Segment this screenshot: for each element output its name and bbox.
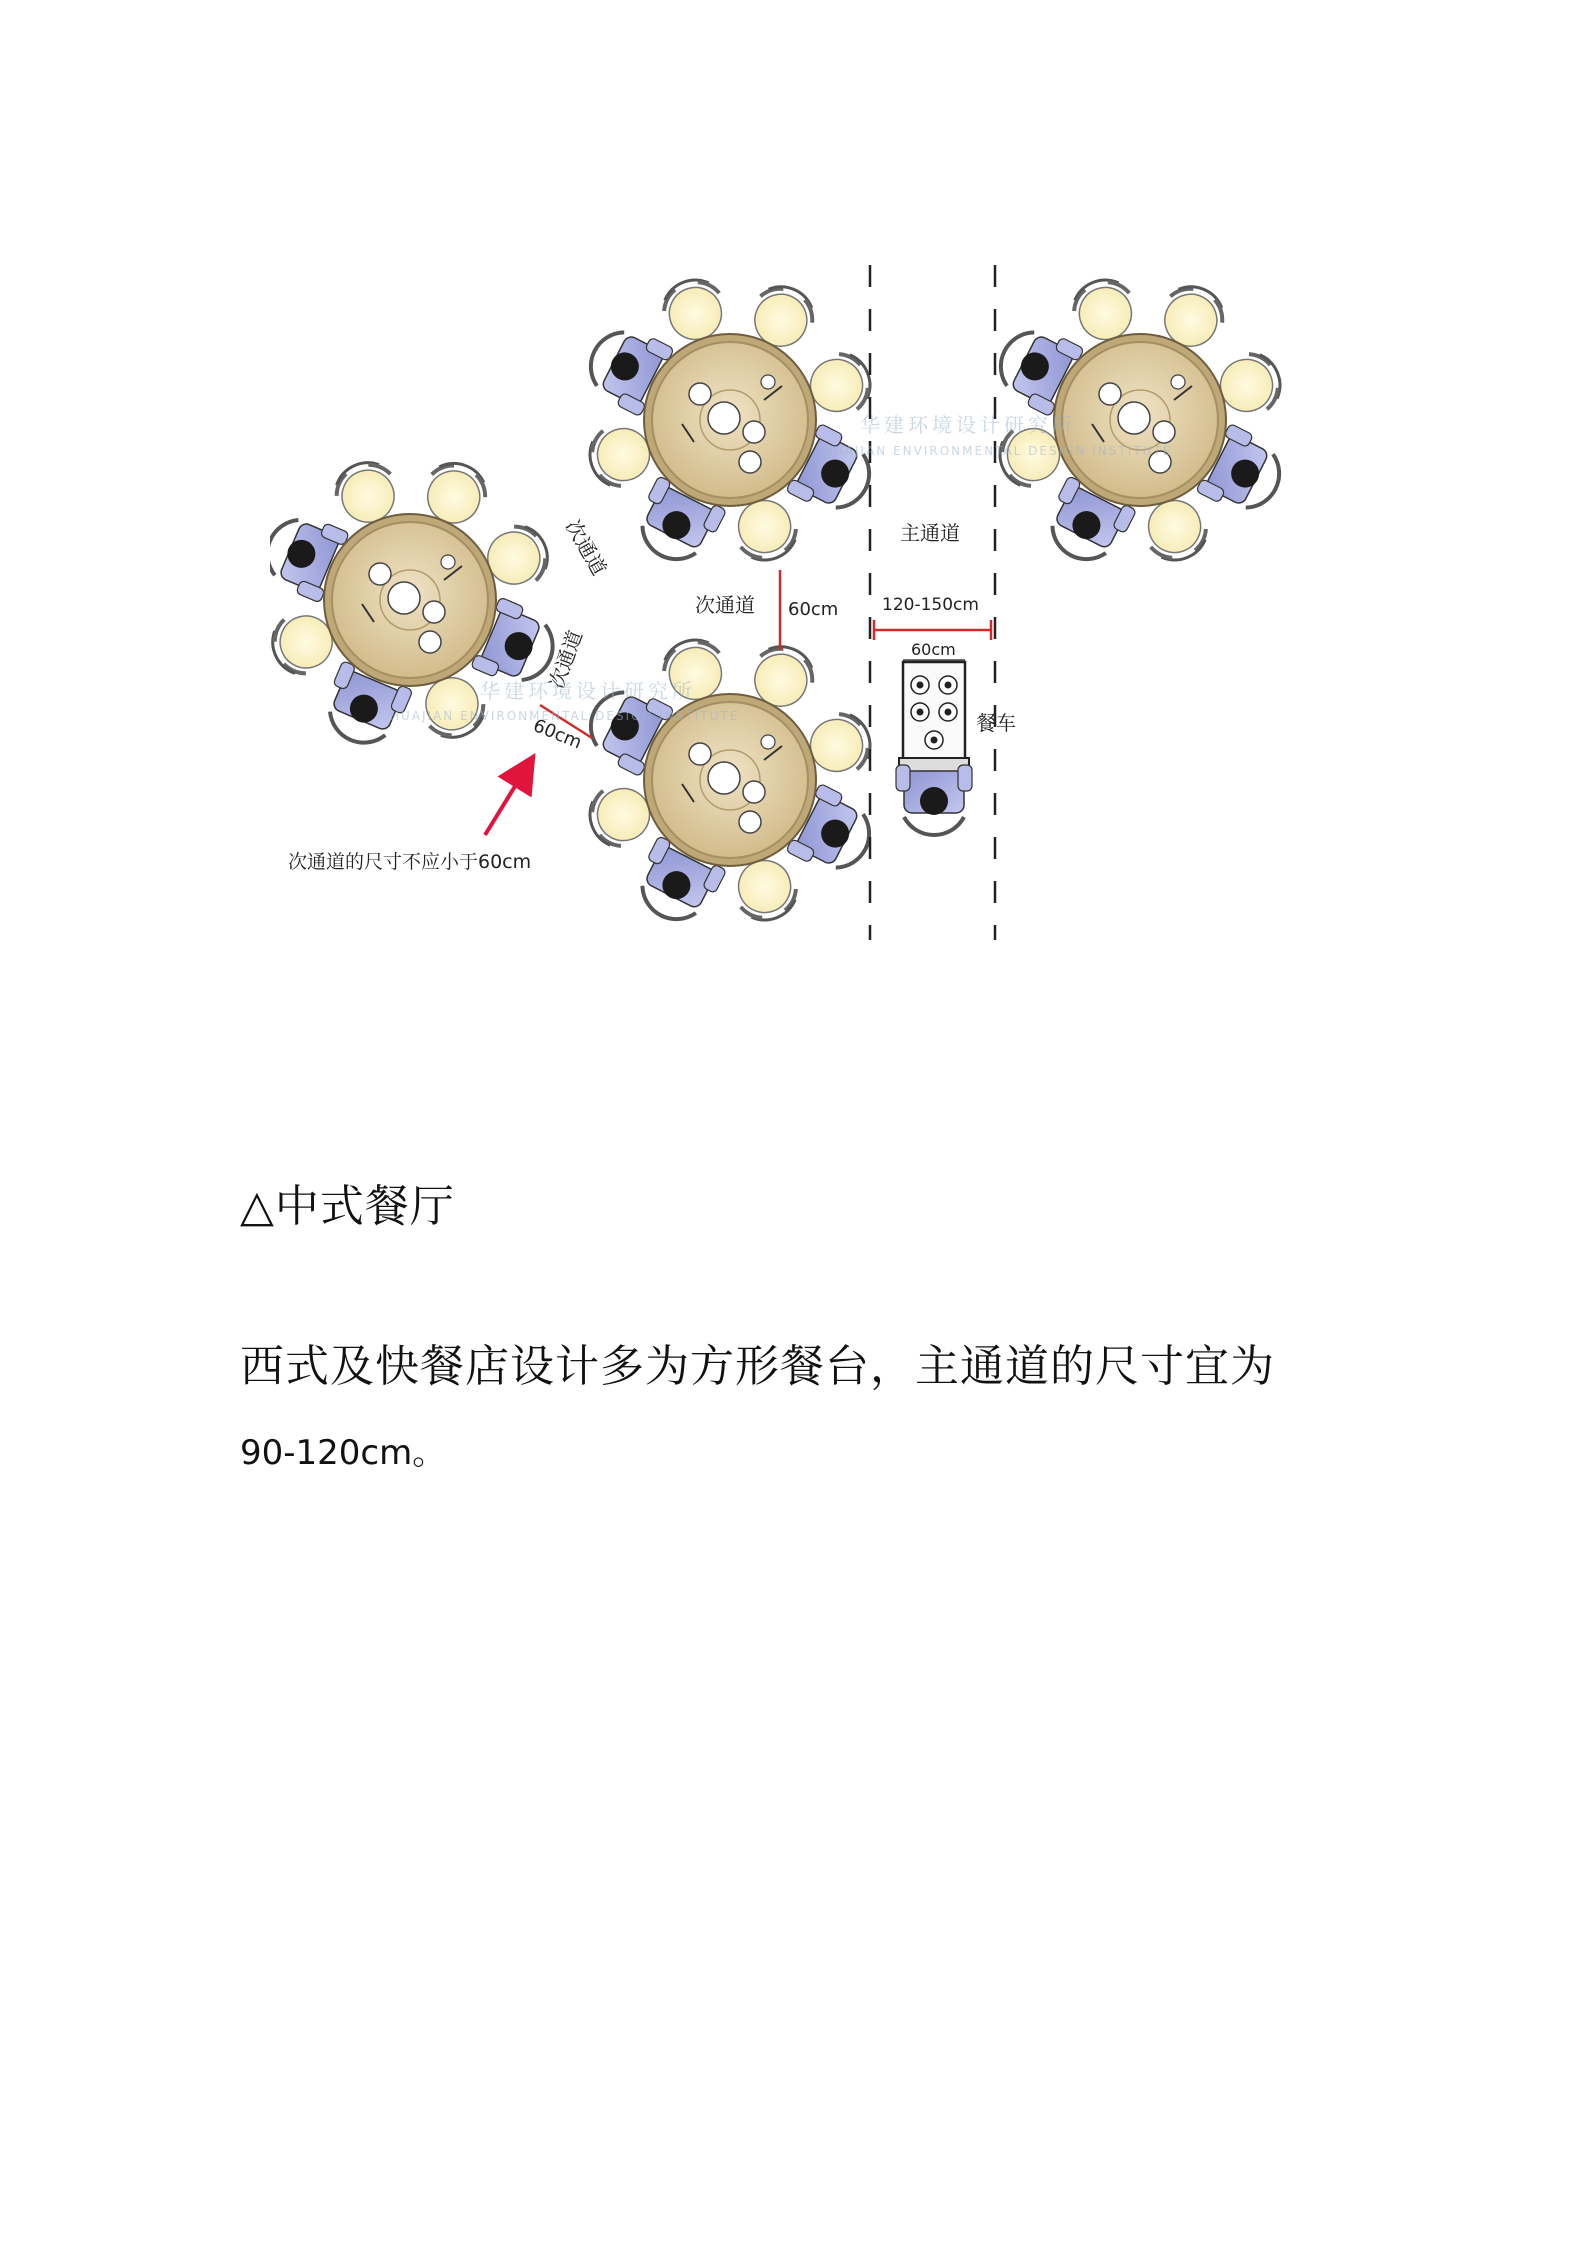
plate (423, 601, 445, 623)
plate (708, 402, 740, 434)
label-main-aisle: 主通道 (900, 521, 960, 545)
plate (1153, 421, 1175, 443)
label-cart: 餐车 (976, 711, 1016, 735)
watermark-en: HUAJIAN ENVIRONMENTAL DESIGN INSTITUTE (823, 444, 1173, 458)
plate (419, 631, 441, 653)
label-aisle-note: 次通道的尺寸不应小于60cm (288, 851, 532, 873)
label-dim-60-vertical: 60cm (788, 599, 839, 620)
body-paragraph-line2: 90-120cm。 (240, 1433, 447, 1473)
label-cart-width: 60cm (911, 640, 956, 659)
restaurant-layout-diagram (270, 250, 1320, 950)
serving-cart (896, 662, 972, 835)
plate (689, 383, 711, 405)
layout-svg (270, 250, 1320, 950)
round-table-2 (577, 273, 882, 573)
label-secondary-aisle-center: 次通道 (695, 593, 755, 617)
body-paragraph-line1: 西式及快餐店设计多为方形餐台，主通道的尺寸宜为 (240, 1341, 1275, 1392)
label-secondary-aisle-upper: 次通道 (560, 515, 612, 580)
plate (388, 582, 420, 614)
plate (1118, 402, 1150, 434)
round-table-3 (577, 633, 882, 933)
plate (689, 743, 711, 765)
label-dim-60-diagonal: 60cm (530, 715, 585, 754)
watermark-cn-2: 华建环境设计研究所 (480, 679, 696, 703)
plate (743, 781, 765, 803)
label-secondary-aisle-lower: 次通道 (544, 627, 588, 692)
cup (1171, 375, 1185, 389)
plate (739, 811, 761, 833)
plate (708, 762, 740, 794)
watermark-cn: 华建环境设计研究所 (860, 413, 1076, 437)
plate (739, 451, 761, 473)
figure-caption: △中式餐厅 (240, 1181, 455, 1232)
plate (369, 563, 391, 585)
watermark-en-2: HUAJIAN ENVIRONMENTAL DESIGN INSTITUTE (390, 709, 740, 723)
diner-figure (896, 765, 972, 835)
label-dim-main: 120-150cm (882, 595, 979, 615)
cup (761, 735, 775, 749)
plate (743, 421, 765, 443)
plate (1099, 383, 1121, 405)
cup (761, 375, 775, 389)
cup (441, 555, 455, 569)
arrow-indicator (485, 770, 525, 835)
